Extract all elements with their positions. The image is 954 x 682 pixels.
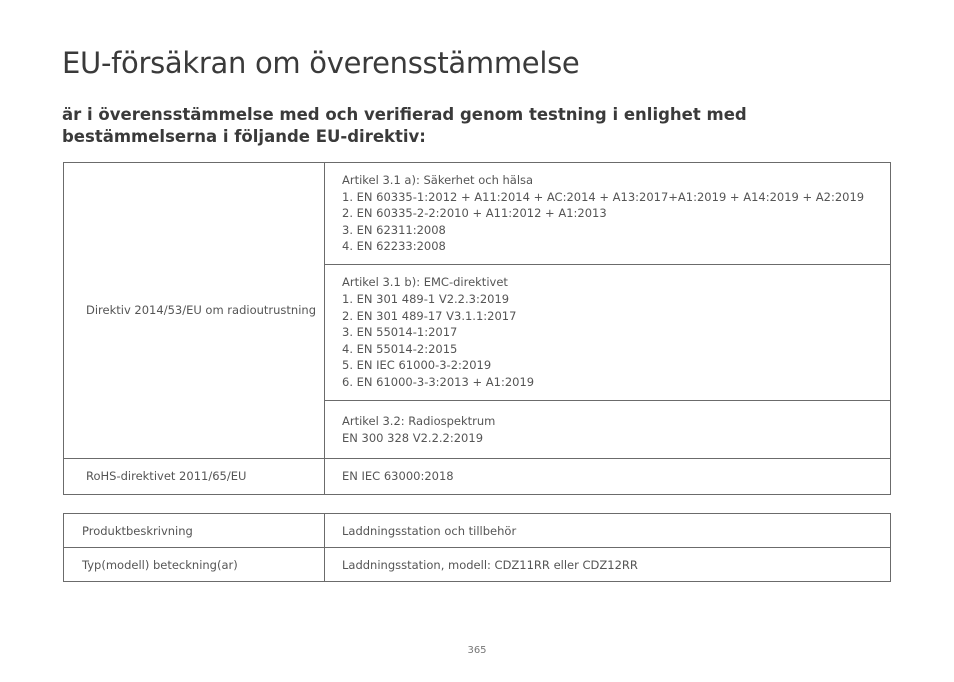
table-row: [64, 459, 891, 495]
page-number: 365: [467, 645, 487, 656]
standards-list: [342, 189, 890, 255]
section-heading: Artikel 3.2: Radiospektrum: [342, 413, 496, 428]
directives-table: [63, 162, 891, 495]
page-title: EU-försäkran om överensstämmelse: [62, 46, 580, 80]
list-item: 1. EN 60335-1:2012 + A11:2014 + AC:2014 + A13:2017+A1:2019 + A14:2019 + A2:2019: [342, 189, 865, 204]
list-item: 3. EN 62311:2008: [342, 222, 446, 237]
table-row: [64, 163, 891, 265]
list-item: 2. EN 301 489-17 V3.1.1:2017: [342, 308, 517, 323]
standards-list: [342, 291, 890, 391]
page-subtitle: är i överensstämmelse med och verifierad genom testning i enlighet med bestämmelserna i följande EU-direktiv:: [62, 105, 747, 146]
list-item: 6. EN 61000-3-3:2013 + A1:2019: [342, 374, 535, 389]
standards-list: [342, 430, 890, 447]
model-designation-label: Typ(modell) beteckning(ar): [64, 548, 325, 582]
list-item: 4. EN 62233:2008: [342, 239, 446, 254]
section-heading: Artikel 3.1 a): Säkerhet och hälsa: [342, 173, 534, 188]
list-item: 4. EN 55014-2:2015: [342, 341, 458, 356]
list-item: 1. EN 301 489-1 V2.2.3:2019: [342, 292, 510, 307]
product-description-label: Produktbeskrivning: [64, 514, 325, 548]
directive-rohs-label: RoHS-direktivet 2011/65/EU: [64, 459, 325, 495]
section-radio-spectrum: [325, 401, 891, 459]
list-item: 2. EN 60335-2-2:2010 + A11:2012 + A1:2013: [342, 206, 607, 221]
table-row: [64, 514, 891, 548]
list-item: 3. EN 55014-1:2017: [342, 325, 458, 340]
directive-rohs-value: EN IEC 63000:2018: [325, 459, 891, 495]
section-heading: Artikel 3.1 b): EMC-direktivet: [342, 275, 508, 290]
model-designation-value: Laddningsstation, modell: CDZ11RR eller CDZ12RR: [325, 548, 891, 582]
list-item: 5. EN IEC 61000-3-2:2019: [342, 358, 492, 373]
list-item: EN 300 328 V2.2.2:2019: [342, 430, 484, 445]
section-emc: [325, 265, 891, 401]
directive-radio-label: Direktiv 2014/53/EU om radioutrustning: [64, 163, 325, 459]
section-safety-health: [325, 163, 891, 265]
product-description-value: Laddningsstation och tillbehör: [325, 514, 891, 548]
product-table: [63, 513, 891, 582]
table-row: [64, 548, 891, 582]
